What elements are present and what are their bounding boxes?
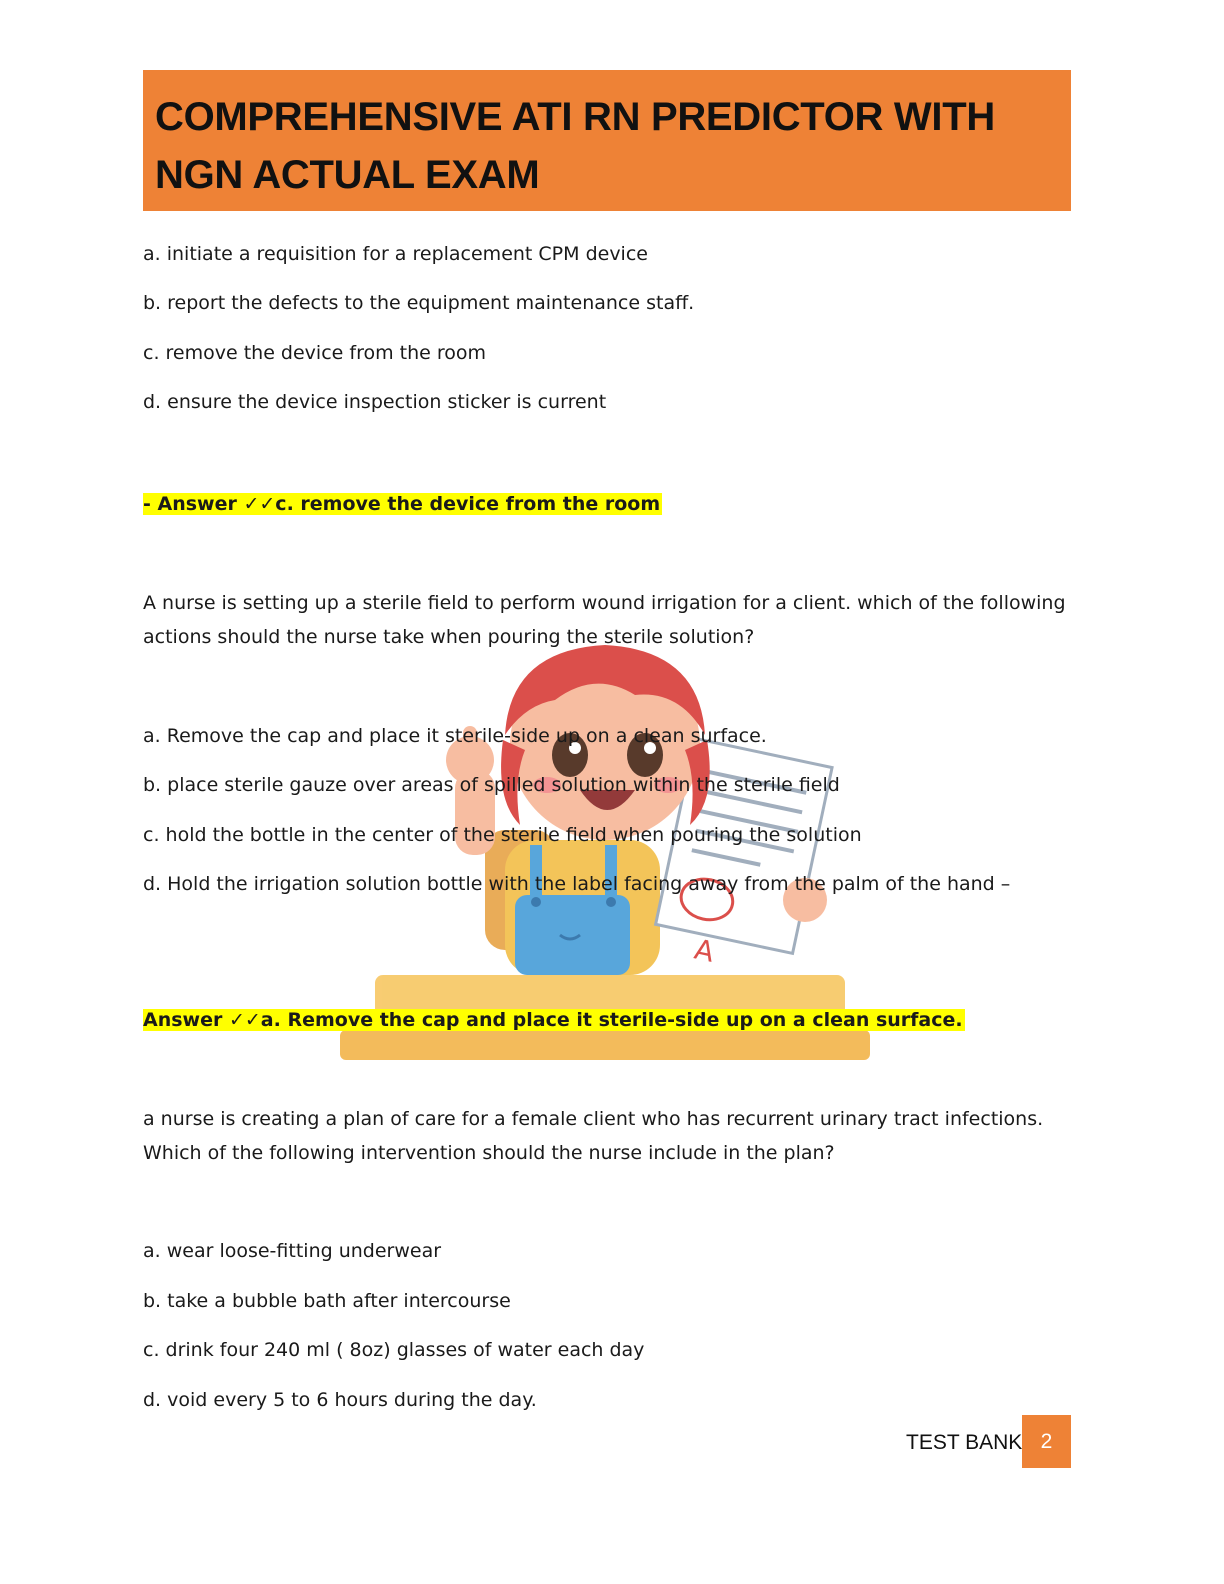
q3-option-c: c. drink four 240 ml ( 8oz) glasses of water each day [143,1339,645,1361]
q2-option-a: a. Remove the cap and place it sterile-side up on a clean surface. [143,725,767,747]
q2-question: A nurse is setting up a sterile field to perform wound irrigation for a client. which of the following actions should the nurse take when pouring the sterile solution? [143,592,1066,648]
q3-option-b: b. take a bubble bath after intercourse [143,1290,511,1312]
q2-answer: Answer ✓✓a. Remove the cap and place it sterile-side up on a clean surface. [143,1009,963,1031]
q1-option-d: d. ensure the device inspection sticker is current [143,391,607,413]
q3-option-d: d. void every 5 to 6 hours during the day. [143,1389,537,1411]
page-number: 2 [1022,1415,1071,1468]
q1-option-a: a. initiate a requisition for a replacement CPM device [143,243,648,265]
q2-option-b: b. place sterile gauze over areas of spilled solution within the sterile field [143,774,840,796]
q3-question: a nurse is creating a plan of care for a female client who has recurrent urinary tract infections. Which of the following intervention should the nurse include in the plan? [143,1108,1044,1164]
q1-answer: - Answer ✓✓c. remove the device from the room [143,493,661,515]
q1-option-b: b. report the defects to the equipment maintenance staff. [143,292,695,314]
q1-option-c: c. remove the device from the room [143,342,487,364]
q2-option-c: c. hold the bottle in the center of the sterile field when pouring the solution [143,824,862,846]
document-title: COMPREHENSIVE ATI RN PREDICTOR WITH NGN ACTUAL EXAM [155,95,995,197]
q2-option-d: d. Hold the irrigation solution bottle with the label facing away from the palm of the hand – [143,873,1011,895]
grade-mark: A [691,932,718,969]
q3-option-a: a. wear loose-fitting underwear [143,1240,442,1262]
document-header [143,70,1071,211]
footer-label: TEST BANK [906,1431,1023,1454]
